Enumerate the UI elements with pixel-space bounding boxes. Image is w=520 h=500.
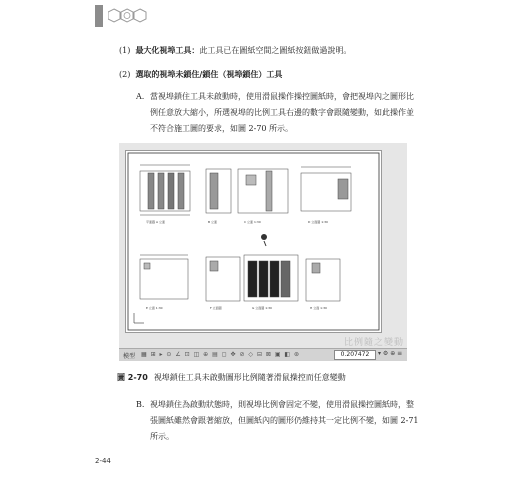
svg-text:C 立面 1:30: C 立面 1:30 [244, 220, 261, 224]
hexagon-decoration-icon [108, 8, 148, 24]
cursor-icon [261, 234, 267, 246]
item-1-text: 此工具已在圖紙空間之圖紙按鈕做過說明。 [199, 46, 352, 55]
svg-text:平面圖 A 立面: 平面圖 A 立面 [146, 220, 165, 224]
svg-text:H 立面 1:30: H 立面 1:30 [310, 306, 327, 310]
model-tab[interactable]: 模型 [123, 353, 136, 360]
para-b-line-3: 所示。 [150, 432, 174, 441]
figure-caption-number: 圖 2-70 [117, 373, 148, 382]
para-a-line-3: 不符合施工圖的要求，如圖 2-70 所示。 [150, 124, 294, 133]
scale-change-overlay-text: 比例隨之變動 [344, 338, 405, 348]
chapter-tab-marker [95, 5, 103, 27]
item-1 [119, 42, 351, 59]
para-a-label: A. [136, 92, 145, 101]
figure-caption-text: 視埠鎖住工具未啟動圖形比例隨著滑鼠操控而任意變動 [153, 373, 346, 382]
architectural-drawing [126, 151, 381, 332]
drawing-canvas[interactable] [125, 150, 382, 333]
item-2-number: (2) [119, 70, 131, 79]
page-number: 2-44 [95, 457, 111, 465]
item-1-number: (1) [119, 46, 131, 55]
para-b-label: B. [136, 400, 145, 409]
svg-text:F 立面圖: F 立面圖 [210, 306, 222, 310]
item-2 [119, 66, 282, 83]
svg-text:D 立面圖 1:30: D 立面圖 1:30 [308, 220, 328, 224]
svg-text:B 立面: B 立面 [208, 220, 218, 224]
status-bar-tool-icons[interactable]: ▦ ⊞ ▸ ⊙ ∠ ⊡ ◫ ⊕ ▤ ◻ ✥ ⊘ ◇ ⊟ ⊠ ▣ ◧ ⊛ [141, 351, 300, 358]
item-1-title: 最大化視埠工具： [135, 45, 200, 55]
figure-caption [117, 372, 346, 383]
para-a-line-2: 例任意放大縮小，所選視埠的比例工具右邊的數字會跟隨變動，如此操作並 [150, 108, 414, 117]
viewport-scale-field[interactable]: 0.207472 [334, 350, 376, 360]
item-2-title: 選取的視埠未鎖住/鎖住（視埠鎖住）工具 [135, 69, 283, 79]
svg-text:E 立面 1:30: E 立面 1:30 [146, 306, 163, 310]
svg-text:G 立面圖 1:30: G 立面圖 1:30 [252, 306, 272, 310]
status-bar-right-icons[interactable]: ▾ ⚙ ⊕ ≡ [378, 350, 403, 357]
para-b-line-2: 張圖紙雖然會跟著縮放，但圖紙內的圖形仍維持其一定比例不變，如圖 2-71 [150, 416, 419, 425]
ucs-axis-icon [134, 313, 144, 323]
para-b-line-1: 視埠鎖住為啟動狀態時，則視埠比例會固定不變，使用滑鼠操控圖紙時，整 [150, 400, 414, 409]
para-a-line-1: 當視埠鎖住工具未啟動時，使用滑鼠操作操控圖紙時，會把視埠內之圖形比 [150, 92, 414, 101]
